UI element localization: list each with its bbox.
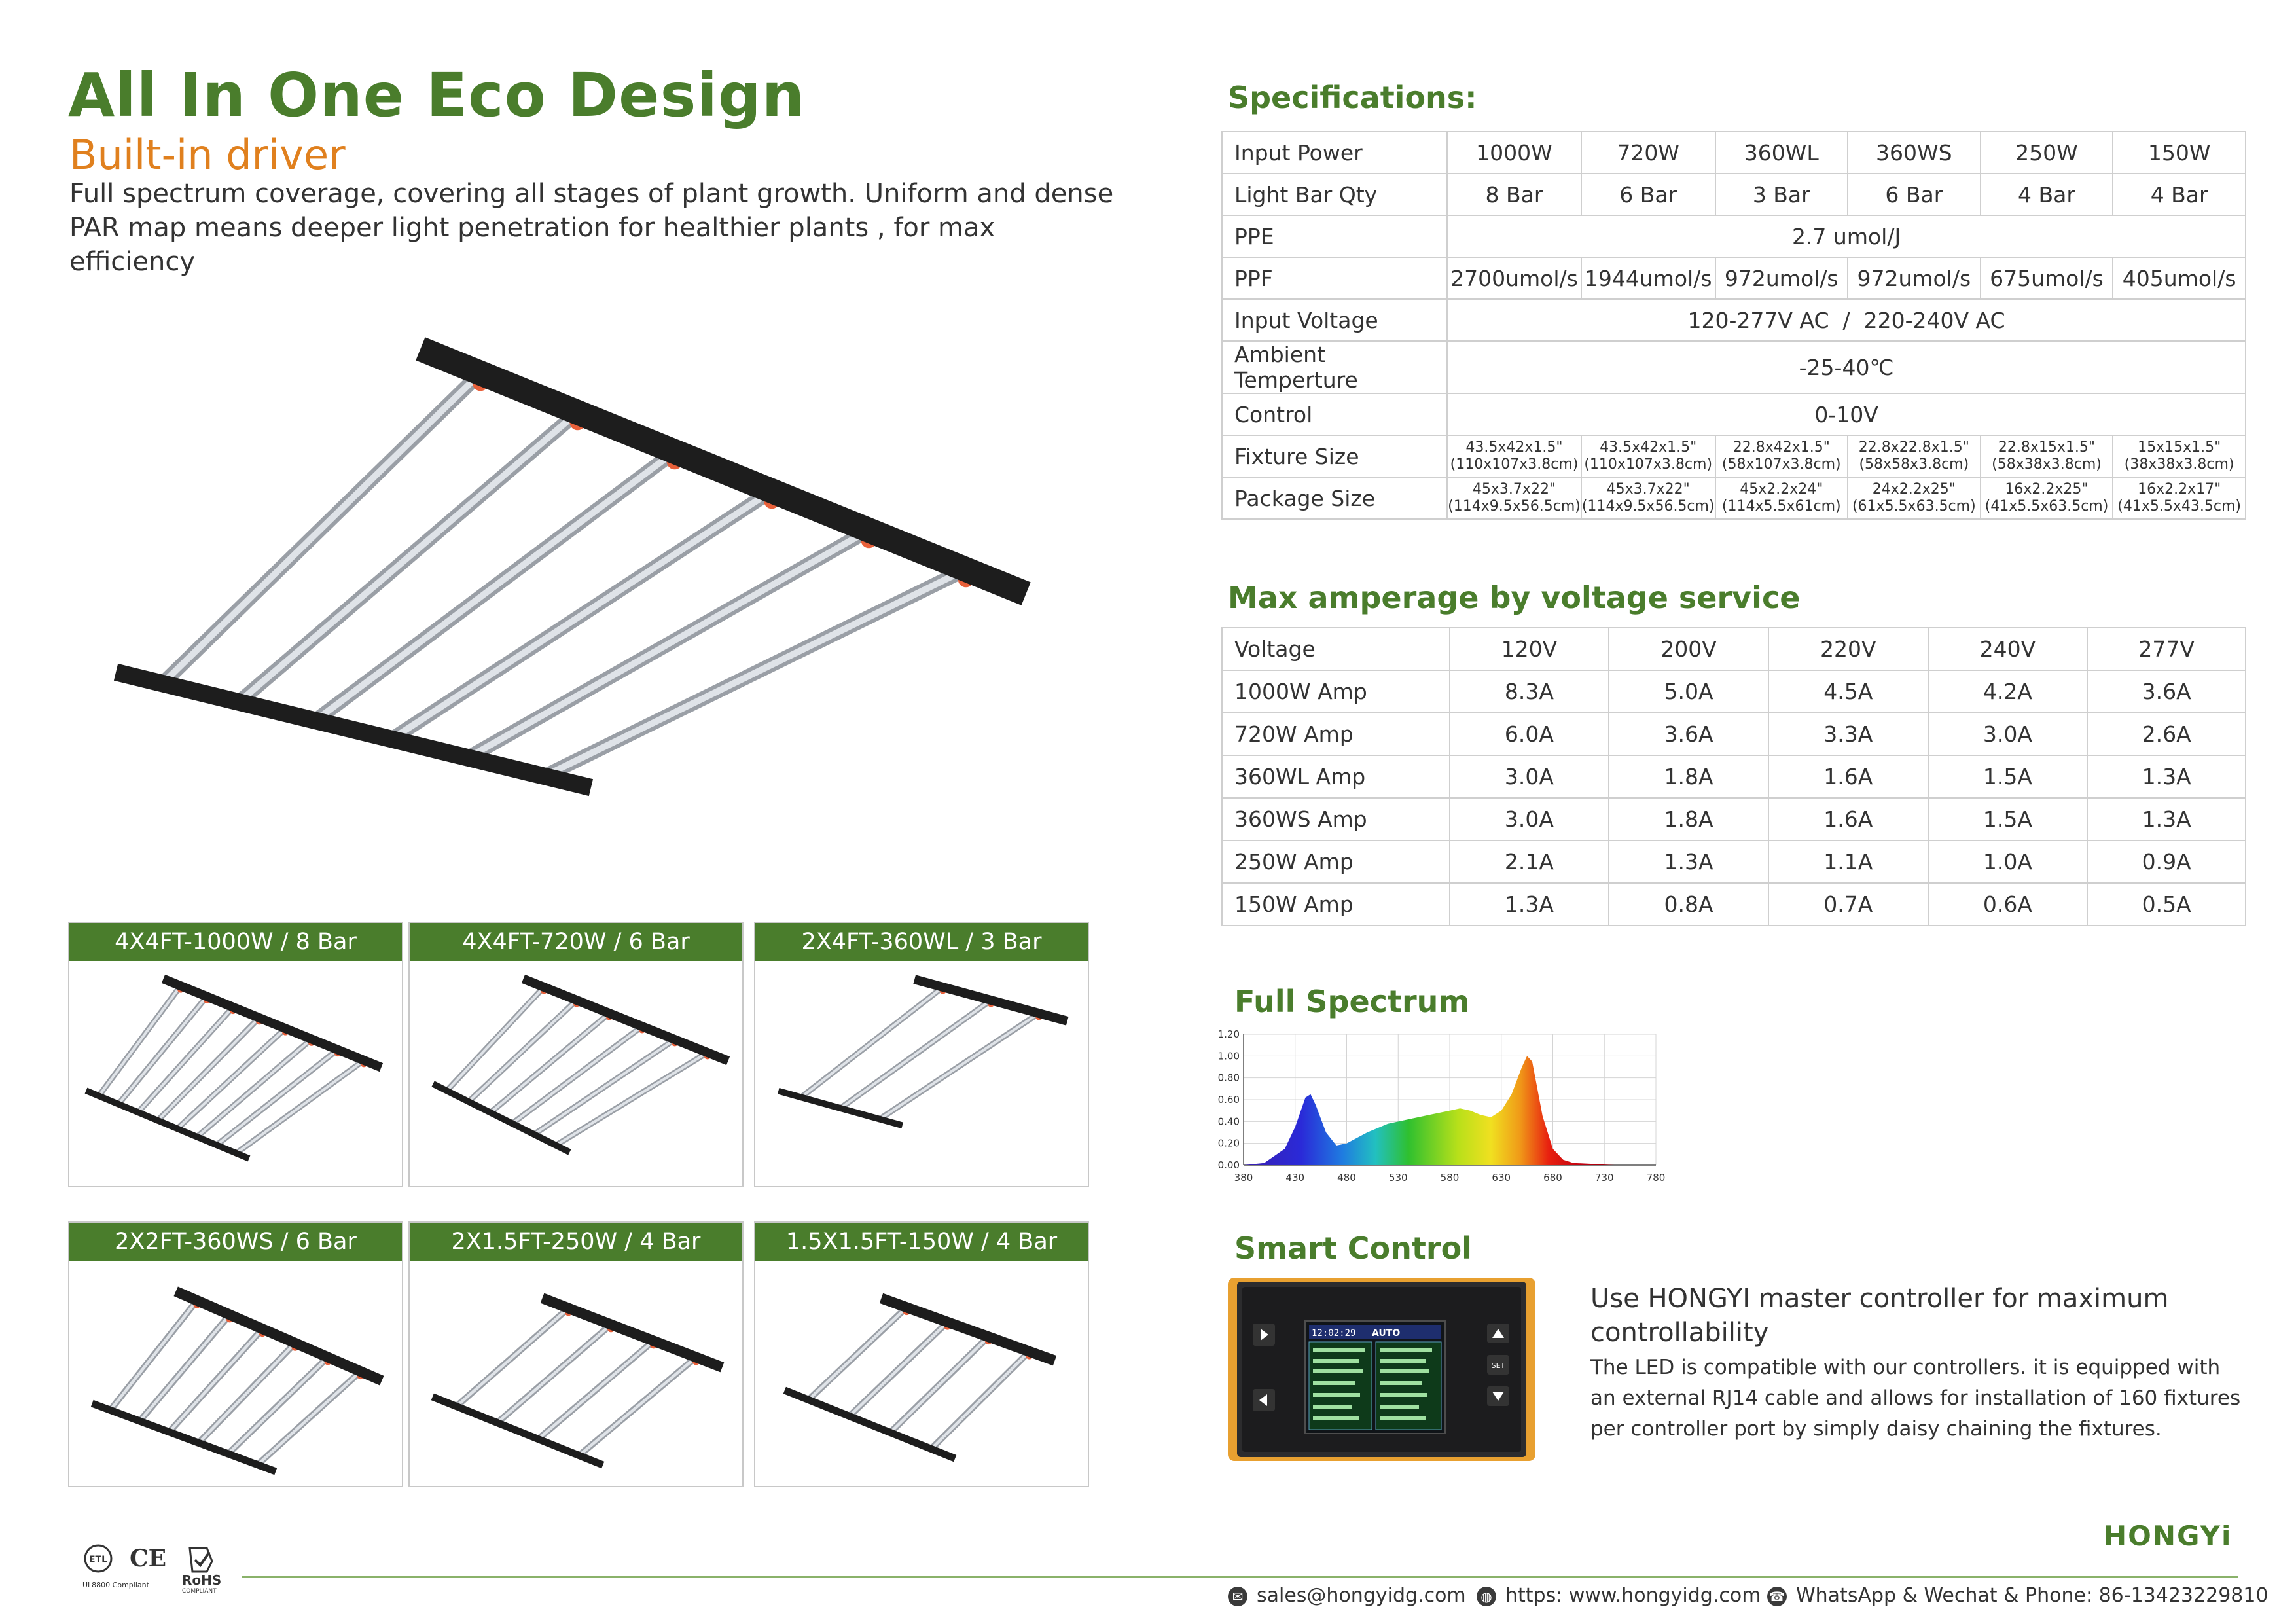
table-cell: 200V	[1609, 628, 1768, 670]
table-cell: 6 Bar	[1581, 173, 1715, 215]
row-label: 720W Amp	[1222, 713, 1450, 755]
table-cell: 1.1A	[1768, 840, 1928, 883]
x-tick-label: 780	[1646, 1172, 1666, 1183]
certification-logos	[79, 1542, 242, 1594]
table-cell: 4 Bar	[1981, 173, 2113, 215]
x-axis-ticks	[1234, 1172, 1666, 1183]
table-row	[1222, 215, 2246, 257]
row-label: 250W Amp	[1222, 840, 1450, 883]
website-text: https: www.hongyidg.com	[1505, 1584, 1761, 1607]
model-card-250w	[408, 1221, 744, 1487]
controller-title: Use HONGYI master controller for maximum controllability	[1590, 1284, 2169, 1348]
table-cell: 0.6A	[1928, 883, 2088, 926]
row-label: 360WL Amp	[1222, 755, 1450, 798]
ce-icon: CE	[130, 1545, 167, 1572]
model-card-label: 2X2FT-360WS / 6 Bar	[69, 1223, 402, 1261]
controller-mode: AUTO	[1372, 1328, 1401, 1339]
email-text: sales@hongyidg.com	[1257, 1584, 1466, 1607]
table-cell: 16x2.2x25" (41x5.5x63.5cm)	[1981, 477, 2113, 519]
table-cell: 1.3A	[2087, 755, 2246, 798]
svg-text:ETL: ETL	[88, 1555, 108, 1565]
table-cell: 720W	[1581, 132, 1715, 173]
table-cell: 972umol/s	[1848, 257, 1981, 299]
model-card-image	[69, 1261, 402, 1483]
light-bar-highlight	[258, 1371, 361, 1465]
globe-icon: ◍	[1477, 1587, 1496, 1606]
specifications-heading: Specifications:	[1228, 80, 1477, 115]
row-label: Input Voltage	[1222, 299, 1447, 341]
page-title: All In One Eco Design	[68, 60, 806, 130]
table-cell: 3.0A	[1450, 755, 1609, 798]
table-cell: 277V	[2087, 628, 2246, 670]
light-bar-highlight	[931, 1352, 1030, 1449]
phone-text: WhatsApp & Wechat & Phone: 86-13423229810	[1796, 1584, 2269, 1607]
model-card-150w	[754, 1221, 1089, 1487]
controller-right-buttons[interactable]	[1487, 1324, 1509, 1406]
table-cell: 2.7 umol/J	[1447, 215, 2246, 257]
table-row	[1222, 257, 2246, 299]
table-cell: 675umol/s	[1981, 257, 2113, 299]
footer-divider	[242, 1576, 2238, 1578]
y-tick-label: 1.00	[1217, 1050, 1240, 1062]
master-controller-image	[1228, 1278, 1535, 1461]
row-label: Fixture Size	[1222, 435, 1447, 477]
controller-time: 12:02:29	[1312, 1328, 1356, 1339]
light-bar-highlight	[199, 1343, 296, 1443]
rohs-sub-label: COMPLIANT	[182, 1588, 217, 1594]
x-tick-label: 430	[1285, 1172, 1305, 1183]
row-label: PPF	[1222, 257, 1447, 299]
table-cell: 6.0A	[1450, 713, 1609, 755]
table-cell: 0.5A	[2087, 883, 2246, 926]
intro-line-2: PAR map means deeper light penetration for healthier plants , for max efficiency	[69, 213, 996, 277]
table-row	[1222, 798, 2246, 840]
model-card-label: 2X1.5FT-250W / 4 Bar	[410, 1223, 742, 1261]
light-bar-highlight	[850, 1322, 948, 1416]
x-tick-label: 480	[1337, 1172, 1356, 1183]
light-bar-highlight	[890, 1337, 988, 1432]
table-row	[1222, 713, 2246, 755]
model-card-label: 4X4FT-720W / 6 Bar	[410, 923, 742, 961]
row-label: Light Bar Qty	[1222, 173, 1447, 215]
table-cell: 1.8A	[1609, 798, 1768, 840]
controller-description: The LED is compatible with our controllers. it is equipped with an external RJ14 cable and allows for installation of 160 fixtures per controller port by simply daisy chaining the fixtures.	[1590, 1356, 2241, 1441]
table-cell: -25-40℃	[1447, 341, 2246, 393]
table-cell: 1.6A	[1768, 755, 1928, 798]
y-tick-label: 0.00	[1217, 1159, 1240, 1171]
table-cell: 250W	[1981, 132, 2113, 173]
table-cell: 45x3.7x22" (114x9.5x56.5cm)	[1447, 477, 1581, 519]
table-cell: 1.5A	[1928, 798, 2088, 840]
table-cell: 1.8A	[1609, 755, 1768, 798]
table-cell: 4.2A	[1928, 670, 2088, 713]
table-row	[1222, 628, 2246, 670]
front-rail	[788, 1392, 952, 1457]
model-card-1000w	[68, 922, 403, 1187]
table-cell: 360WL	[1715, 132, 1848, 173]
y-tick-label: 0.60	[1217, 1094, 1240, 1106]
spectrum-chart	[1204, 1021, 1676, 1191]
light-bar-highlight	[140, 1315, 230, 1422]
table-cell: 3.6A	[1609, 713, 1768, 755]
table-cell: 6 Bar	[1848, 173, 1981, 215]
model-card-label: 1.5X1.5FT-150W / 4 Bar	[755, 1223, 1088, 1261]
table-cell: 2.6A	[2087, 713, 2246, 755]
table-cell: 2.1A	[1450, 840, 1609, 883]
amperage-heading: Max amperage by voltage service	[1228, 580, 1801, 615]
table-cell: 22.8x22.8x1.5" (58x58x3.8cm)	[1848, 435, 1981, 477]
table-cell: 240V	[1928, 628, 2088, 670]
footer-phone[interactable]	[1767, 1584, 2269, 1607]
x-tick-label: 530	[1388, 1172, 1408, 1183]
table-row	[1222, 393, 2246, 435]
intro-text	[69, 177, 1117, 279]
table-cell: 24x2.2x25" (61x5.5x63.5cm)	[1848, 477, 1981, 519]
mail-icon: ✉	[1228, 1587, 1247, 1606]
x-tick-label: 630	[1492, 1172, 1511, 1183]
table-cell: 22.8x15x1.5" (58x38x3.8cm)	[1981, 435, 2113, 477]
table-row	[1222, 670, 2246, 713]
table-row	[1222, 299, 2246, 341]
table-cell: 120V	[1450, 628, 1609, 670]
table-cell: 3.3A	[1768, 713, 1928, 755]
hongyi-logo	[2104, 1520, 2232, 1552]
row-label: 150W Amp	[1222, 883, 1450, 926]
table-cell: 0-10V	[1447, 393, 2246, 435]
table-row	[1222, 435, 2246, 477]
model-card-label: 4X4FT-1000W / 8 Bar	[69, 923, 402, 961]
table-cell: 3.0A	[1450, 798, 1609, 840]
amperage-table	[1221, 627, 2246, 926]
table-cell: 0.8A	[1609, 883, 1768, 926]
table-cell: 972umol/s	[1715, 257, 1848, 299]
table-row	[1222, 132, 2246, 173]
specifications-table	[1221, 131, 2246, 520]
table-cell: 43.5x42x1.5" (110x107x3.8cm)	[1581, 435, 1715, 477]
table-cell: 8 Bar	[1447, 173, 1581, 215]
table-cell: 1.5A	[1928, 755, 2088, 798]
table-cell: 0.9A	[2087, 840, 2246, 883]
row-label: Input Power	[1222, 132, 1447, 173]
table-cell: 5.0A	[1609, 670, 1768, 713]
footer-email[interactable]	[1228, 1584, 1466, 1607]
table-cell: 3.0A	[1928, 713, 2088, 755]
light-bar-highlight	[111, 1301, 198, 1410]
front-rail	[781, 1092, 899, 1125]
table-cell: 8.3A	[1450, 670, 1609, 713]
rohs-label: RoHS	[182, 1572, 222, 1588]
y-tick-label: 0.80	[1217, 1072, 1240, 1084]
x-tick-label: 680	[1543, 1172, 1562, 1183]
intro-line-1: Full spectrum coverage, covering all stages of plant growth. Uniform and dense	[69, 179, 1114, 209]
y-tick-label: 1.20	[1217, 1028, 1240, 1040]
row-label: Control	[1222, 393, 1447, 435]
row-label: Voltage	[1222, 628, 1450, 670]
table-cell: 45x3.7x22" (114x9.5x56.5cm)	[1581, 477, 1715, 519]
table-cell: 45x2.2x24" (114x5.5x61cm)	[1715, 477, 1848, 519]
footer-website[interactable]	[1477, 1584, 1761, 1607]
model-card-360wl	[754, 922, 1089, 1187]
model-card-720w	[408, 922, 744, 1187]
row-label: 1000W Amp	[1222, 670, 1450, 713]
table-cell: 3.6A	[2087, 670, 2246, 713]
table-cell: 120-277V AC / 220-240V AC	[1447, 299, 2246, 341]
row-label: 360WS Amp	[1222, 798, 1450, 840]
y-tick-label: 0.40	[1217, 1115, 1240, 1128]
table-cell: 150W	[2113, 132, 2246, 173]
light-bar-highlight	[538, 1341, 653, 1439]
light-bar-highlight	[228, 1358, 329, 1454]
x-tick-label: 380	[1234, 1172, 1253, 1183]
model-card-image	[755, 961, 1088, 1183]
row-label: Package Size	[1222, 477, 1447, 519]
table-cell: 22.8x42x1.5" (58x107x3.8cm)	[1715, 435, 1848, 477]
table-cell: 1000W	[1447, 132, 1581, 173]
light-bar-highlight	[801, 987, 943, 1097]
table-row	[1222, 755, 2246, 798]
model-card-image	[410, 961, 742, 1183]
table-cell: 15x15x1.5" (38x38x3.8cm)	[2113, 435, 2246, 477]
table-cell: 4 Bar	[2113, 173, 2246, 215]
smart-control-heading: Smart Control	[1234, 1231, 1472, 1266]
light-bar-highlight	[236, 1060, 364, 1153]
hero-fixture-image	[111, 314, 1041, 812]
light-bar-highlight	[579, 1358, 696, 1456]
driver-rail	[168, 981, 377, 1066]
table-cell: 1.3A	[1450, 883, 1609, 926]
table-cell: 16x2.2x17" (41x5.5x43.5cm)	[2113, 477, 2246, 519]
table-cell: 2700umol/s	[1447, 257, 1581, 299]
model-card-image	[69, 961, 402, 1183]
light-bar-highlight	[808, 1307, 906, 1399]
light-bar-highlight	[497, 1325, 611, 1423]
table-row	[1222, 341, 2246, 393]
model-card-360ws	[68, 1221, 403, 1487]
light-bar-highlight	[217, 1050, 338, 1146]
table-cell: 1.0A	[1928, 840, 2088, 883]
table-cell: 1.6A	[1768, 798, 1928, 840]
full-spectrum-heading: Full Spectrum	[1234, 984, 1470, 1019]
table-cell: 4.5A	[1768, 670, 1928, 713]
table-row	[1222, 477, 2246, 519]
table-cell: 405umol/s	[2113, 257, 2246, 299]
model-card-image	[410, 1261, 742, 1483]
model-card-label: 2X4FT-360WL / 3 Bar	[755, 923, 1088, 961]
phone-icon: ☎	[1767, 1587, 1787, 1606]
light-bar-highlight	[170, 1329, 263, 1432]
driver-rail	[886, 1300, 1050, 1359]
row-label: Ambient Temperture	[1222, 341, 1447, 393]
table-row	[1222, 840, 2246, 883]
logo-text: HONGYi	[2104, 1520, 2233, 1552]
front-rail	[89, 1092, 246, 1157]
page-subtitle: Built-in driver	[69, 131, 346, 179]
y-tick-label: 0.20	[1217, 1137, 1240, 1149]
table-row	[1222, 883, 2246, 926]
table-cell: 3 Bar	[1715, 173, 1848, 215]
set-button-label: SET	[1491, 1362, 1505, 1370]
table-cell: 1944umol/s	[1581, 257, 1715, 299]
x-tick-label: 580	[1440, 1172, 1460, 1183]
x-tick-label: 730	[1594, 1172, 1614, 1183]
table-cell: 1.3A	[2087, 798, 2246, 840]
model-card-image	[755, 1261, 1088, 1483]
table-row	[1222, 173, 2246, 215]
light-bar-highlight	[456, 1308, 568, 1407]
driver-rail	[919, 981, 1063, 1020]
table-cell: 360WS	[1848, 132, 1981, 173]
table-cell: 220V	[1768, 628, 1928, 670]
row-label: PPE	[1222, 215, 1447, 257]
table-cell: 0.7A	[1768, 883, 1928, 926]
ul-caption: UL8800 Compliant	[82, 1581, 149, 1589]
table-cell: 1.3A	[1609, 840, 1768, 883]
table-cell: 43.5x42x1.5" (110x107x3.8cm)	[1447, 435, 1581, 477]
y-axis-ticks	[1218, 1028, 1240, 1171]
